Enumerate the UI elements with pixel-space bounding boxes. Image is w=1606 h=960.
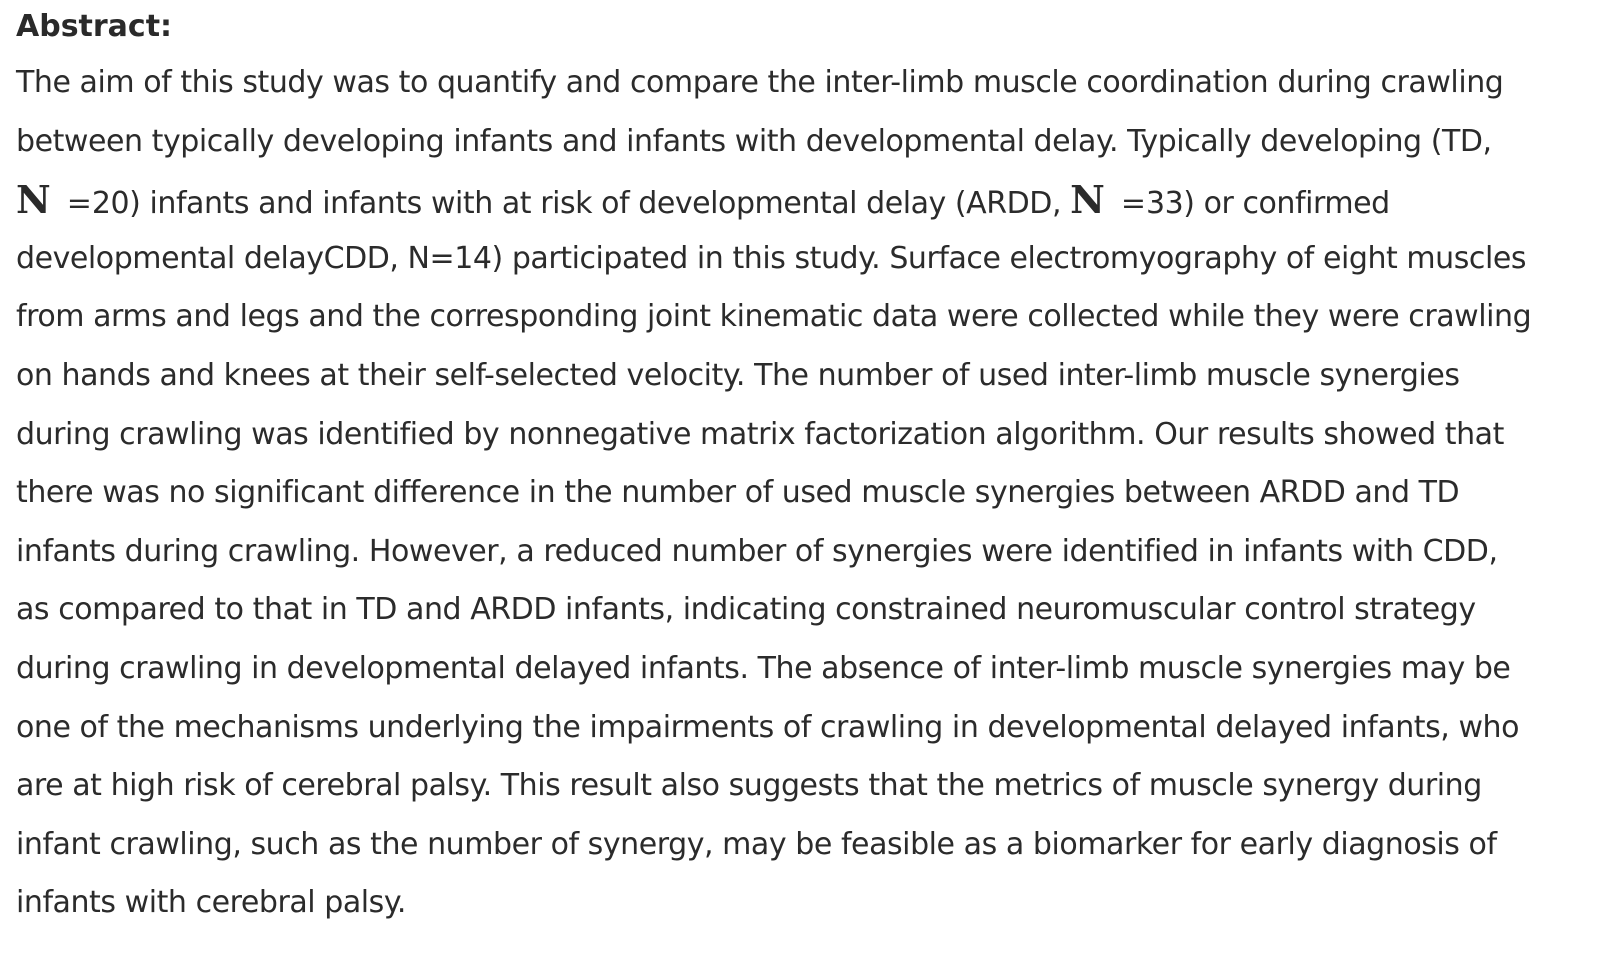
abstract-line-2: between typically developing infants and infants with developmental delay. Typically developing (TD,	[16, 123, 1492, 159]
math-equals-td: =	[66, 186, 92, 222]
abstract-line-8: there was no significant difference in the number of used muscle synergies between ARDD and TD	[16, 475, 1460, 511]
abstract-line-15: infants with cerebral palsy.	[16, 885, 406, 921]
abstract-line-1: The aim of this study was to quantify and compare the inter-limb muscle coordination during crawling	[16, 65, 1504, 100]
abstract-line-10: as compared to that in TD and ARDD infants, indicating constrained neuromuscular control strategy	[16, 592, 1476, 628]
abstract-line-11: during crawling in developmental delayed infants. The absence of inter-limb muscle synergies may be	[16, 650, 1511, 686]
abstract-heading: Abstract:	[16, 9, 173, 44]
math-equals-ardd: =	[1120, 186, 1146, 222]
abstract-line-9: infants during crawling. However, a reduced number of synergies were identified in infants with CDD,	[16, 533, 1498, 569]
abstract-line-3-text-b: 33) or confirmed	[1146, 186, 1390, 222]
abstract-line-13: are at high risk of cerebral palsy. This result also suggests that the metrics of muscle synergy during	[16, 768, 1482, 804]
abstract-line-12: one of the mechanisms underlying the impairments of crawling in developmental delayed infants, who	[16, 709, 1520, 745]
abstract-line-6: on hands and knees at their self-selected velocity. The number of used inter-limb muscle synergies	[16, 357, 1460, 393]
abstract-line-7: during crawling was identified by nonnegative matrix factorization algorithm. Our results showed that	[16, 416, 1504, 452]
abstract-line-5: from arms and legs and the corresponding joint kinematic data were collected while they were crawling	[16, 299, 1532, 335]
math-n-td: N	[16, 177, 51, 223]
abstract-body	[16, 42, 1596, 933]
abstract-line-4: developmental delayCDD, N=14) participated in this study. Surface electromyography of eight muscles	[16, 240, 1527, 276]
abstract-line-14: infant crawling, such as the number of synergy, may be feasible as a biomarker for early diagnosis of	[16, 826, 1497, 862]
math-n-ardd: N	[1070, 177, 1105, 223]
abstract-line-3-text-a: 20) infants and infants with at risk of developmental delay (ARDD,	[91, 186, 1071, 222]
abstract-line-3	[16, 171, 1596, 230]
